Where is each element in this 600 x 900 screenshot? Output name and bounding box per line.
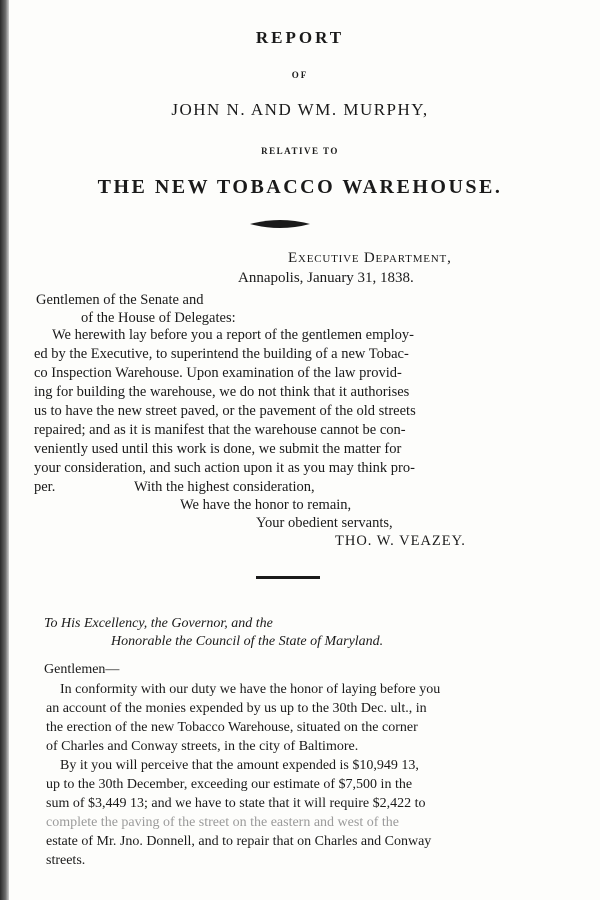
closing-servants: Your obedient servants, <box>256 515 393 531</box>
closing-consideration: With the highest consideration, <box>134 479 315 495</box>
body-line: veniently used until this work is done, we submit the matter for <box>34 441 402 457</box>
section-divider <box>256 576 320 579</box>
scan-edge <box>0 0 9 900</box>
second-body-line: the erection of the new Tobacco Warehouse, situated on the corner <box>46 720 418 735</box>
address-line-2: Honorable the Council of the State of Maryland. <box>111 634 384 649</box>
second-body-line: of Charles and Conway streets, in the city of Baltimore. <box>46 739 359 754</box>
second-body-line: sum of $3,449 13; and we have to state that it will require $2,422 to <box>46 796 426 811</box>
second-body-line: an account of the monies expended by us up to the 30th Dec. ult., in <box>46 701 427 716</box>
ornament-rule-icon <box>250 218 310 230</box>
address-line-1: To His Excellency, the Governor, and the <box>44 616 273 631</box>
signature: THO. W. VEAZEY. <box>335 533 466 549</box>
body-line: We herewith lay before you a report of the gentlemen employ- <box>52 327 414 343</box>
report-relative-to: RELATIVE TO <box>261 146 339 156</box>
body-line: ing for building the warehouse, we do not think that it authorises <box>34 384 410 400</box>
second-body-line: estate of Mr. Jno. Donnell, and to repair that on Charles and Conway <box>46 834 432 849</box>
second-body-line: By it you will perceive that the amount expended is $10,949 13, <box>60 758 419 773</box>
second-salutation: Gentlemen— <box>44 662 120 677</box>
second-body-line: up to the 30th December, exceeding our estimate of $7,500 in the <box>46 777 413 792</box>
body-line: ed by the Executive, to superintend the building of a new Tobac- <box>34 346 409 362</box>
second-body-line: complete the paving of the street on the eastern and west of the <box>46 815 399 830</box>
salutation-line-1: Gentlemen of the Senate and <box>36 292 204 308</box>
dateline: Annapolis, January 31, 1838. <box>238 270 414 286</box>
report-subject: THE NEW TOBACCO WAREHOUSE. <box>97 176 503 198</box>
body-line: us to have the new street paved, or the pavement of the old streets <box>34 403 416 419</box>
body-line: your consideration, and such action upon it as you may think pro- <box>34 460 415 476</box>
salutation-line-2: of the House of Delegates: <box>81 310 236 326</box>
report-of: OF <box>291 70 309 80</box>
body-line: repaired; and as it is manifest that the warehouse cannot be con- <box>34 422 406 438</box>
second-body-line: In conformity with our duty we have the honor of laying before you <box>60 682 441 697</box>
body-line-end: per. <box>34 479 56 495</box>
report-names: JOHN N. AND WM. MURPHY, <box>171 100 429 119</box>
closing-honor: We have the honor to remain, <box>180 497 352 513</box>
body-line: co Inspection Warehouse. Upon examination of the law provid- <box>34 365 402 381</box>
department-heading: Executive Department, <box>288 250 452 266</box>
second-body-line: streets. <box>46 853 86 868</box>
report-heading: REPORT <box>255 28 345 47</box>
